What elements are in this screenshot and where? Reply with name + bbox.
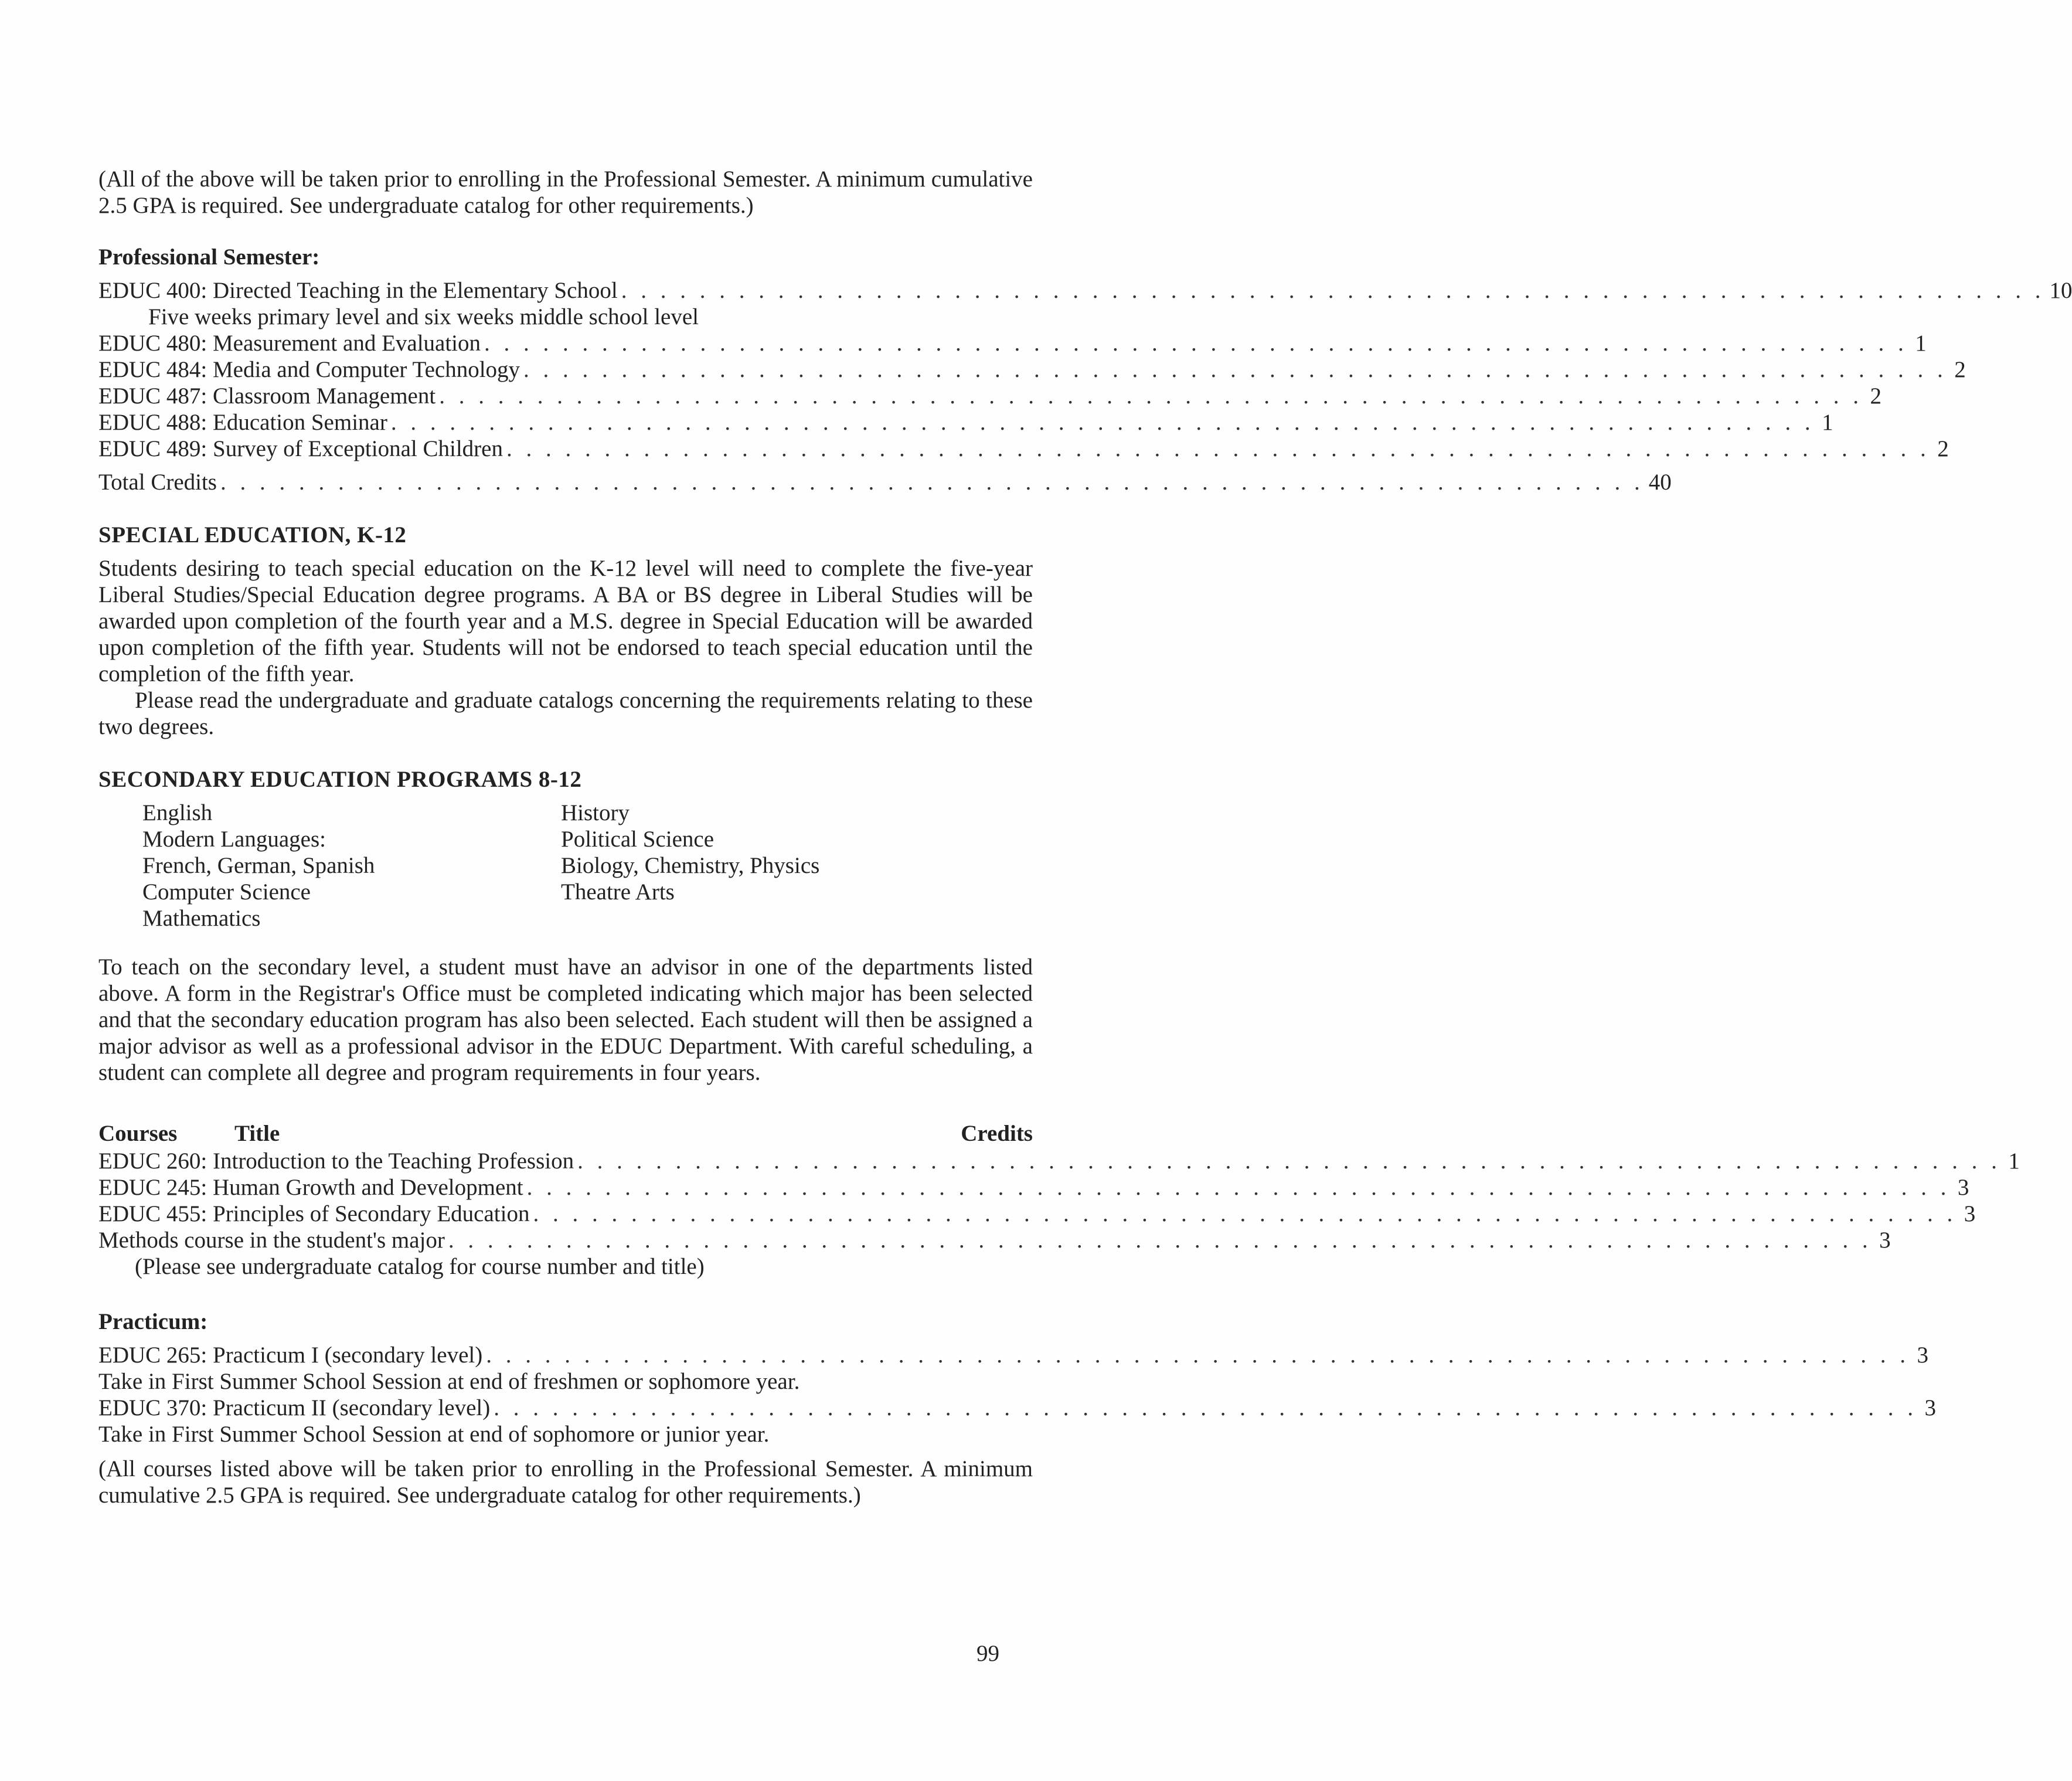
professional-semester-heading: Professional Semester: [98, 244, 320, 270]
dot-leader: . . . . . . . . . . . . . . . . . . . . . . . . . . . . . . . . . . . . . . . . . . . . . . . . . . . . . . . . . . . . . . . . . . . . . . . . . [523, 357, 1947, 382]
course-credits: 3 [1879, 1228, 1891, 1253]
subject-columns [98, 800, 1033, 932]
course-label: EDUC 487: Classroom Management [98, 383, 436, 409]
closing-note: (All courses listed above will be taken prior to enrolling in the Professional Semester. A minimum cumulative 2.5 GPA is required. See undergraduate catalog for other requirements.) [98, 1456, 1033, 1508]
course-credits: 2 [1937, 436, 1949, 461]
dot-leader: . . . . . . . . . . . . . . . . . . . . . . . . . . . . . . . . . . . . . . . . . . . . . . . . . . . . . . . . . . . . . . . . . . . . . . . . . [506, 436, 1930, 461]
course-credits: 2 [1870, 383, 1882, 409]
dot-leader: . . . . . . . . . . . . . . . . . . . . . . . . . . . . . . . . . . . . . . . . . . . . . . . . . . . . . . . . . . . . . . . . . . . . . . . . . [526, 1175, 1951, 1200]
special-education-paragraph: Students desiring to teach special education on the K-12 level will need to complete the five-year Liberal Studies/Special Education degree programs. A BA or BS degree in Liberal Studies will be awarded upon completion of the fourth year and a M.S. degree in Special Education will be awarded upon completion of the fifth year. Students will not be endorsed to teach special education until the completion of the fifth year. [98, 556, 1033, 686]
dot-leader: . . . . . . . . . . . . . . . . . . . . . . . . . . . . . . . . . . . . . . . . . . . . . . . . . . . . . . . . . . . . . . . . . . . . . . . . . [439, 383, 1863, 409]
practicum-list [98, 1342, 1936, 1447]
course-row [98, 356, 1966, 383]
page-number: 99 [977, 1641, 999, 1666]
course-row [98, 383, 1882, 409]
course-label: EDUC 370: Practicum II (secondary level) [98, 1395, 491, 1420]
practicum-note: Take in First Summer School Session at end of sophomore or junior year. [98, 1422, 770, 1447]
dot-leader: . . . . . . . . . . . . . . . . . . . . . . . . . . . . . . . . . . . . . . . . . . . . . . . . . . . . . . . . . . . . . . . . . . . . . . . . . [533, 1201, 1957, 1226]
total-credits-row [98, 469, 1672, 495]
subject-item: History [561, 800, 630, 825]
total-credits-value: 40 [1648, 470, 1672, 495]
course-row [98, 436, 1949, 462]
dot-leader: . . . . . . . . . . . . . . . . . . . . . . . . . . . . . . . . . . . . . . . . . . . . . . . . . . . . . . . . . . . . . . . . . . . . . . . . . [577, 1148, 2001, 1174]
subject-item: Mathematics [142, 906, 261, 931]
course-credits: 3 [1957, 1175, 1969, 1200]
course-label: Methods course in the student's major [98, 1228, 445, 1253]
course-row [98, 330, 1927, 356]
course-credits: 1 [1915, 331, 1927, 356]
course-credits: 10 [2049, 278, 2072, 303]
course-credits: 3 [1924, 1395, 1936, 1420]
subject-item: French, German, Spanish [142, 853, 375, 878]
course-row [98, 1342, 1928, 1368]
course-note: (Please see undergraduate catalog for course number and title) [135, 1254, 705, 1279]
course-credits: 3 [1917, 1342, 1928, 1368]
course-row [98, 1201, 1976, 1227]
course-note: Five weeks primary level and six weeks middle school level [148, 304, 699, 329]
page-content [98, 166, 2072, 1508]
dot-leader: . . . . . . . . . . . . . . . . . . . . . . . . . . . . . . . . . . . . . . . . . . . . . . . . . . . . . . . . . . . . . . . . . . . . . . . . . [621, 278, 2045, 303]
course-label: EDUC 400: Directed Teaching in the Elementary School [98, 278, 618, 303]
course-label: EDUC 265: Practicum I (secondary level) [98, 1342, 483, 1368]
special-education-note: Please read the undergraduate and graduate catalogs concerning the requirements relating to these two degrees. [98, 688, 1033, 739]
practicum-note: Take in First Summer School Session at end of freshmen or sophomore year. [98, 1369, 800, 1394]
course-label: EDUC 484: Media and Computer Technology [98, 357, 520, 382]
professional-semester-list [98, 277, 2072, 495]
total-credits-label: Total Credits [98, 470, 217, 495]
subject-column-right [561, 800, 979, 932]
courses-table-header [98, 1120, 1033, 1148]
subject-item: Biology, Chemistry, Physics [561, 853, 820, 878]
special-education-heading: SPECIAL EDUCATION, K-12 [98, 522, 407, 548]
secondary-education-heading: SECONDARY EDUCATION PROGRAMS 8-12 [98, 767, 582, 792]
course-row [98, 1227, 1891, 1253]
practicum-heading: Practicum: [98, 1309, 208, 1334]
subject-column-left [142, 800, 561, 932]
course-credits: 2 [1954, 357, 1966, 382]
course-row [98, 277, 2072, 304]
dot-leader: . . . . . . . . . . . . . . . . . . . . . . . . . . . . . . . . . . . . . . . . . . . . . . . . . . . . . . . . . . . . . . . . . . . . . . . . . [448, 1228, 1872, 1253]
credits-column-header: Credits [961, 1121, 1033, 1146]
course-credits: 3 [1964, 1201, 1976, 1226]
title-column-header: Title [234, 1121, 280, 1146]
subject-item: Theatre Arts [561, 879, 675, 905]
secondary-education-paragraph: To teach on the secondary level, a student must have an advisor in one of the departments listed above. A form in the Registrar's Office must be completed indicating which major has been selected and that the secondary education program has also been selected. Each student will then be assigned a major advisor as well as a professional advisor in the EDUC Department. With careful scheduling, a student can complete all degree and program requirements in four years. [98, 954, 1033, 1085]
course-label: EDUC 488: Education Seminar [98, 410, 387, 435]
course-credits: 1 [2008, 1148, 2020, 1174]
course-label: EDUC 489: Survey of Exceptional Children [98, 436, 503, 461]
subject-item: Computer Science [142, 879, 311, 905]
subject-item: Modern Languages: [142, 827, 326, 852]
dot-leader: . . . . . . . . . . . . . . . . . . . . . . . . . . . . . . . . . . . . . . . . . . . . . . . . . . . . . . . . . . . . . . . . . . . . . . . . . [494, 1395, 1917, 1420]
subject-item: Political Science [561, 827, 715, 852]
dot-leader: . . . . . . . . . . . . . . . . . . . . . . . . . . . . . . . . . . . . . . . . . . . . . . . . . . . . . . . . . . . . . . . . . . . . . . . . . [220, 470, 1644, 495]
course-row [98, 409, 1833, 436]
subject-item: English [142, 800, 213, 825]
secondary-courses-list [98, 1148, 2020, 1280]
course-label: EDUC 260: Introduction to the Teaching Profession [98, 1148, 574, 1174]
intro-note: (All of the above will be taken prior to enrolling in the Professional Semester. A minimum cumulative 2.5 GPA is required. See undergraduate catalog for other requirements.) [98, 166, 1033, 218]
course-row [98, 1148, 2020, 1174]
courses-column-header: Courses [98, 1121, 178, 1146]
dot-leader: . . . . . . . . . . . . . . . . . . . . . . . . . . . . . . . . . . . . . . . . . . . . . . . . . . . . . . . . . . . . . . . . . . . . . . . . . [484, 331, 1908, 356]
course-label: EDUC 455: Principles of Secondary Education [98, 1201, 530, 1226]
course-label: EDUC 245: Human Growth and Development [98, 1175, 523, 1200]
course-label: EDUC 480: Measurement and Evaluation [98, 331, 481, 356]
course-row [98, 1174, 1969, 1201]
dot-leader: . . . . . . . . . . . . . . . . . . . . . . . . . . . . . . . . . . . . . . . . . . . . . . . . . . . . . . . . . . . . . . . . . . . . . . . . . [390, 410, 1815, 435]
dot-leader: . . . . . . . . . . . . . . . . . . . . . . . . . . . . . . . . . . . . . . . . . . . . . . . . . . . . . . . . . . . . . . . . . . . . . . . . . [486, 1342, 1910, 1368]
course-credits: 1 [1822, 410, 1833, 435]
course-row [98, 1395, 1936, 1421]
